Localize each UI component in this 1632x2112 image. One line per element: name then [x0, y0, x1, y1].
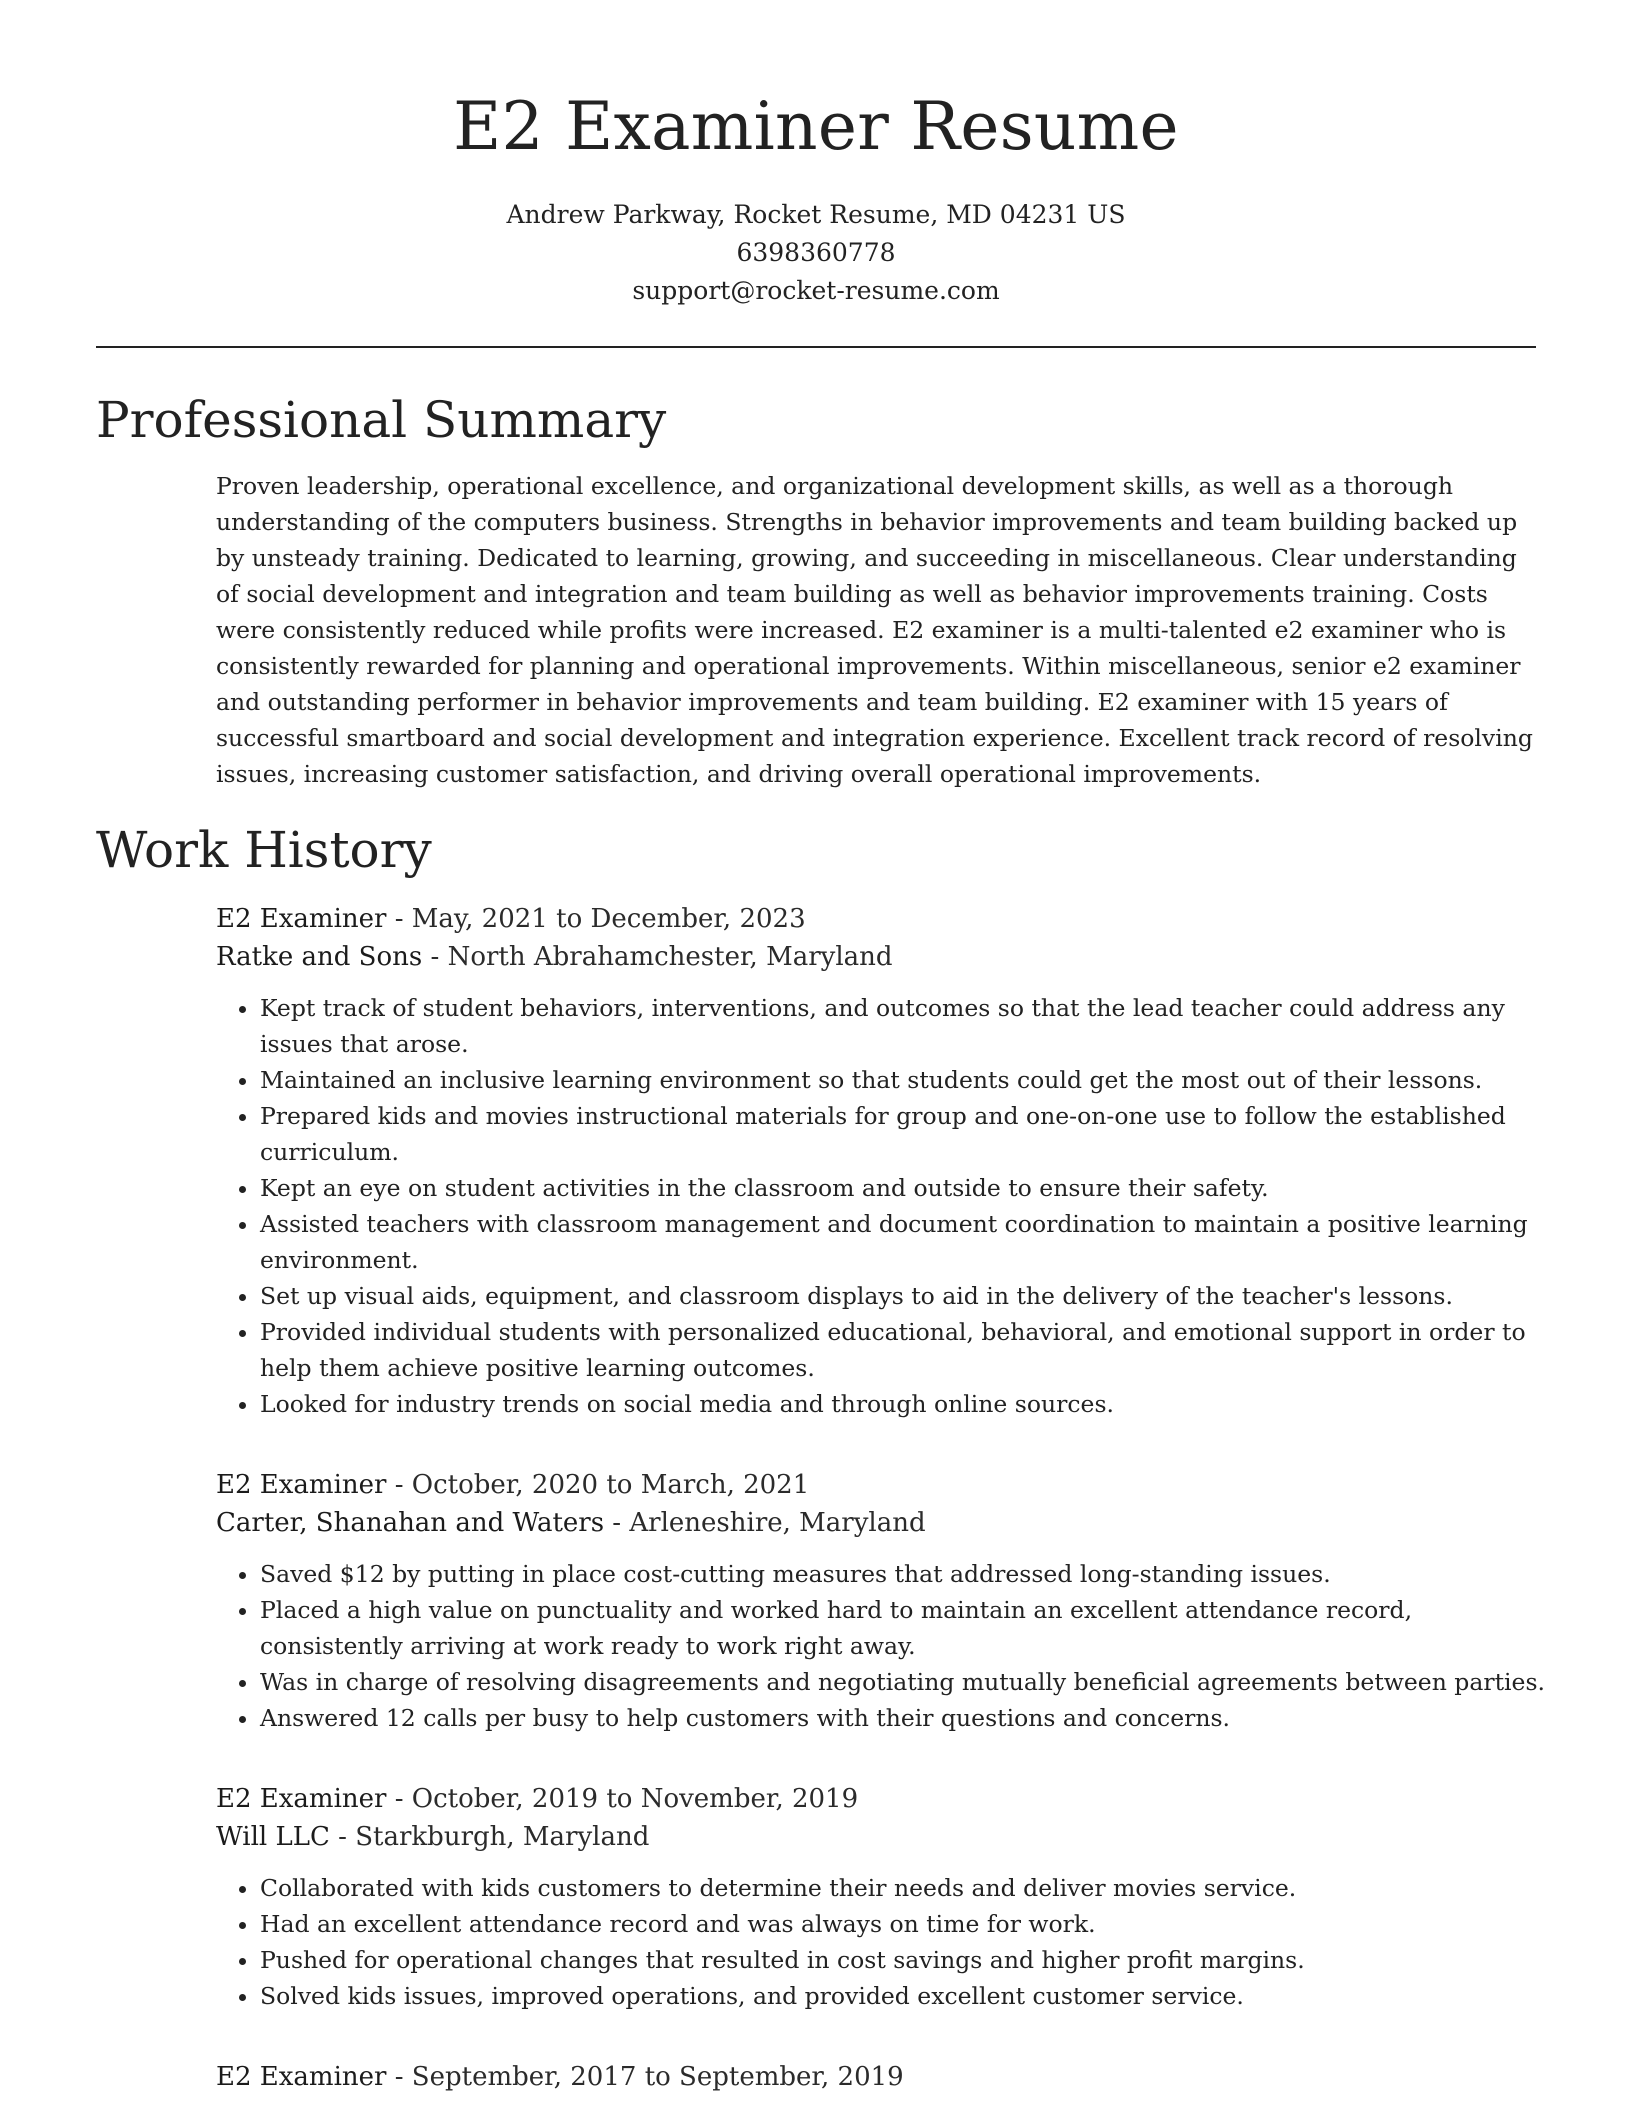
job-location: North Abrahamchester, Maryland	[447, 942, 893, 972]
job-duties-list	[216, 990, 1550, 1422]
job-duty-item: • Provided individual students with personalized educational, behavioral, and emotional support in order to help them achieve positive learning outcomes.	[260, 1314, 1550, 1386]
resume-title: E2 Examiner Resume	[453, 88, 1179, 165]
job-duty-item: • Kept an eye on student activities in the classroom and outside to ensure their safety.	[260, 1170, 1550, 1206]
job-company-line: Will LLC - Starkburgh, Maryland	[216, 1822, 650, 1852]
job-dates: September, 2017 to September, 2019	[411, 2062, 904, 2092]
job-duty-item: • Kept track of student behaviors, interventions, and outcomes so that the lead teacher could address any issues that arose.	[260, 990, 1550, 1062]
job-company-line: Carter, Shanahan and Waters - Arleneshire, Maryland	[216, 1508, 926, 1538]
contact-info	[96, 196, 1536, 310]
job-duty-item: • Solved kids issues, improved operations, and provided excellent customer service.	[260, 1978, 1550, 2014]
job-entry	[216, 2058, 1536, 2096]
resume-header	[96, 0, 1536, 310]
job-duty-item: • Maintained an inclusive learning environment so that students could get the most out of their lessons.	[260, 1062, 1550, 1098]
job-duty-item: • Saved $12 by putting in place cost-cutting measures that addressed long-standing issues.	[260, 1556, 1550, 1592]
job-title-line: E2 Examiner - October, 2019 to November, 2019	[216, 1784, 859, 1814]
resume-page	[96, 0, 1545, 2096]
job-dates: October, 2019 to November, 2019	[411, 1784, 859, 1814]
job-company: Will LLC	[216, 1822, 330, 1852]
job-location: Starkburgh, Maryland	[355, 1822, 650, 1852]
job-entry	[216, 1780, 1536, 2014]
job-title-line: E2 Examiner - May, 2021 to December, 2023	[216, 904, 806, 934]
job-title: E2 Examiner	[216, 1784, 387, 1814]
job-duty-item: • Prepared kids and movies instructional materials for group and one-on-one use to follow the established curriculum.	[260, 1098, 1550, 1170]
job-company: Ratke and Sons	[216, 942, 423, 972]
job-duty-item: • Pushed for operational changes that resulted in cost savings and higher profit margins.	[260, 1942, 1550, 1978]
job-duty-item: • Collaborated with kids customers to determine their needs and deliver movies service.	[260, 1870, 1550, 1906]
contact-email: support@rocket-resume.com	[632, 276, 1000, 305]
work-history-list	[216, 900, 1545, 2096]
contact-phone: 6398360778	[736, 238, 896, 267]
job-dates: October, 2020 to March, 2021	[411, 1470, 810, 1500]
job-entry	[216, 1466, 1545, 1736]
summary-heading: Professional Summary	[96, 391, 667, 449]
work-history-heading: Work History	[96, 821, 432, 879]
job-duty-item: • Placed a high value on punctuality and worked hard to maintain an excellent attendance record, consistently arriving at work ready to work right away.	[260, 1592, 1550, 1664]
job-duty-item: • Assisted teachers with classroom management and document coordination to maintain a positive learning environment.	[260, 1206, 1550, 1278]
job-dates: May, 2021 to December, 2023	[411, 904, 806, 934]
job-title: E2 Examiner	[216, 1470, 387, 1500]
contact-address: Andrew Parkway, Rocket Resume, MD 04231 US	[506, 200, 1126, 229]
job-company-line: Ratke and Sons - North Abrahamchester, Maryland	[216, 942, 893, 972]
job-location: Arleneshire, Maryland	[629, 1508, 926, 1538]
header-divider	[96, 346, 1536, 348]
job-duty-item: • Looked for industry trends on social media and through online sources.	[260, 1386, 1550, 1422]
summary-text: Proven leadership, operational excellence, and organizational development skills, as well as a thorough understanding of the computers business. Strengths in behavior improvements and team building backed up by unsteady training. Dedicated to learning, growing, and succeeding in miscellaneous. Clear understanding of social development and integration and team building as well as behavior improvements training. Costs were consistently reduced while profits were increased. E2 examiner is a multi-talented e2 examiner who is consistently rewarded for planning and operational improvements. Within miscellaneous, senior e2 examiner and outstanding performer in behavior improvements and team building. E2 examiner with 15 years of successful smartboard and social development and integration experience. Excellent track record of resolving issues, increasing customer satisfaction, and driving overall operational improvements.	[216, 472, 1533, 788]
job-duty-item: • Answered 12 calls per busy to help customers with their questions and concerns.	[260, 1700, 1550, 1736]
job-duties-list	[216, 1556, 1550, 1736]
job-duty-item: • Had an excellent attendance record and was always on time for work.	[260, 1906, 1550, 1942]
job-company: Carter, Shanahan and Waters	[216, 1508, 605, 1538]
job-title: E2 Examiner	[216, 2062, 387, 2092]
job-title-line: E2 Examiner - September, 2017 to September, 2019	[216, 2062, 904, 2092]
job-entry	[216, 900, 1536, 1422]
job-duty-item: • Was in charge of resolving disagreements and negotiating mutually beneficial agreements between parties.	[260, 1664, 1550, 1700]
job-title: E2 Examiner	[216, 904, 387, 934]
job-title-line: E2 Examiner - October, 2020 to March, 2021	[216, 1470, 810, 1500]
job-duty-item: • Set up visual aids, equipment, and classroom displays to aid in the delivery of the teacher's lessons.	[260, 1278, 1550, 1314]
job-duties-list	[216, 1870, 1550, 2014]
